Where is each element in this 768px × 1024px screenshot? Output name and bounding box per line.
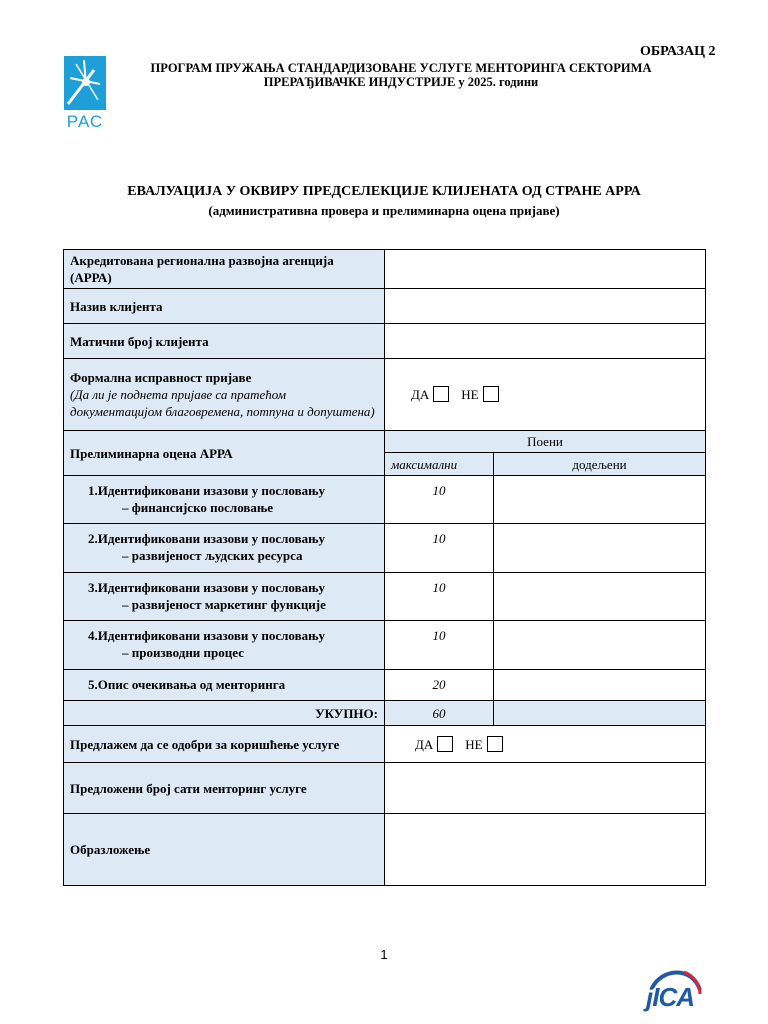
criterion-number: 3. — [88, 580, 98, 595]
criterion-number: 5. — [88, 677, 98, 692]
criterion-subtitle: – развијеност маркетинг функције — [122, 597, 326, 612]
criterion-title: Идентификовани изазови у пословању — [97, 580, 325, 595]
criterion-title: Идентификовани изазови у пословању — [97, 628, 325, 643]
total-awarded-field[interactable] — [494, 701, 706, 726]
no-checkbox[interactable] — [487, 736, 503, 752]
evaluation-table — [63, 249, 706, 886]
jica-logo-text: jICA — [646, 982, 694, 1012]
table-row — [64, 289, 706, 324]
yes-checkbox[interactable] — [433, 386, 449, 402]
prelim-label: Прелиминарна оцена АРРА — [64, 431, 385, 476]
table-row — [64, 621, 706, 670]
hours-field[interactable] — [385, 763, 706, 814]
ras-logo-text: РАС — [66, 112, 104, 131]
client-name-label: Назив клијента — [64, 289, 385, 324]
criterion-title: Опис очекивања од менторинга — [97, 677, 286, 692]
yes-checkbox[interactable] — [437, 736, 453, 752]
jica-logo — [644, 966, 704, 1014]
awarded-header: додељени — [494, 453, 706, 476]
no-label: НЕ — [465, 736, 483, 752]
criterion-max-points: 10 — [385, 476, 494, 524]
total-label: УКУПНО: — [64, 701, 385, 726]
form-number: ОБРАЗАЦ 2 — [640, 44, 716, 59]
criterion-max-points: 10 — [385, 524, 494, 573]
criterion-max-points: 10 — [385, 621, 494, 670]
yes-label: ДА — [411, 387, 430, 402]
max-header: максимални — [385, 453, 494, 476]
criterion-subtitle: – производни процес — [122, 645, 244, 660]
table-row — [64, 359, 706, 431]
formal-check-cell — [64, 359, 385, 431]
criterion-subtitle: – финансијско пословање — [122, 500, 274, 515]
client-id-label: Матични број клијента — [64, 324, 385, 359]
agency-label: Акредитована регионална развојна агенција (АРРА) — [64, 250, 385, 289]
table-row — [64, 814, 706, 886]
table-row — [64, 431, 706, 453]
criterion-awarded-field[interactable] — [494, 476, 706, 524]
page-number: 1 — [380, 947, 388, 962]
reason-field[interactable] — [385, 814, 706, 886]
agency-value-field[interactable] — [385, 250, 706, 289]
table-row — [64, 524, 706, 573]
yes-label: ДА — [415, 736, 434, 752]
table-row — [64, 250, 706, 289]
table-row — [64, 324, 706, 359]
hours-label: Предложени број сати менторинг услуге — [64, 763, 385, 814]
formal-check-label: Формална исправност пријаве — [70, 370, 252, 385]
propose-options — [385, 726, 706, 763]
criterion-number: 2. — [88, 531, 98, 546]
title-subtitle: (административна провера и прелиминарна оцена пријаве) — [208, 203, 560, 218]
table-row — [64, 573, 706, 621]
reason-label: Образложење — [64, 814, 385, 886]
table-row — [64, 726, 706, 763]
table-row — [64, 670, 706, 701]
program-title: ПРОГРАМ ПРУЖАЊА СТАНДАРДИЗОВАНЕ УСЛУГЕ МЕНТОРИНГА СЕКТОРИМА ПРЕРАЂИВАЧКЕ ИНДУСТРИЈЕ у 2025. години — [150, 61, 652, 89]
document-title — [64, 182, 704, 220]
no-checkbox[interactable] — [483, 386, 499, 402]
criterion-awarded-field[interactable] — [494, 621, 706, 670]
criterion-title: Идентификовани изазови у пословању — [97, 531, 325, 546]
criterion-awarded-field[interactable] — [494, 670, 706, 701]
criterion-title: Идентификовани изазови у пословању — [97, 483, 325, 498]
table-row — [64, 476, 706, 524]
client-name-field[interactable] — [385, 289, 706, 324]
criterion-max-points: 20 — [385, 670, 494, 701]
propose-label: Предлажем да се одобри за коришћење услуге — [64, 726, 385, 763]
formal-check-note: (Да ли је поднета пријаве са пратећом документацијом благовремена, потпуна и допуштена) — [70, 387, 375, 419]
client-id-field[interactable] — [385, 324, 706, 359]
title-main: ЕВАЛУАЦИЈА У ОКВИРУ ПРЕДСЕЛЕКЦИЈЕ КЛИЈЕНАТА ОД СТРАНЕ АРРА — [127, 184, 641, 199]
total-max-points: 60 — [385, 701, 494, 726]
ras-logo-mark-icon — [64, 56, 106, 110]
criterion-number: 1. — [88, 483, 98, 498]
criterion-awarded-field[interactable] — [494, 573, 706, 621]
criterion-max-points: 10 — [385, 573, 494, 621]
table-row — [64, 701, 706, 726]
points-header: Поени — [385, 431, 706, 453]
no-label: НЕ — [461, 387, 479, 402]
ras-logo — [64, 56, 108, 132]
criterion-awarded-field[interactable] — [494, 524, 706, 573]
formal-check-options — [385, 359, 706, 431]
table-row — [64, 763, 706, 814]
criterion-number: 4. — [88, 628, 98, 643]
criterion-subtitle: – развијеност људских ресурса — [122, 548, 303, 563]
